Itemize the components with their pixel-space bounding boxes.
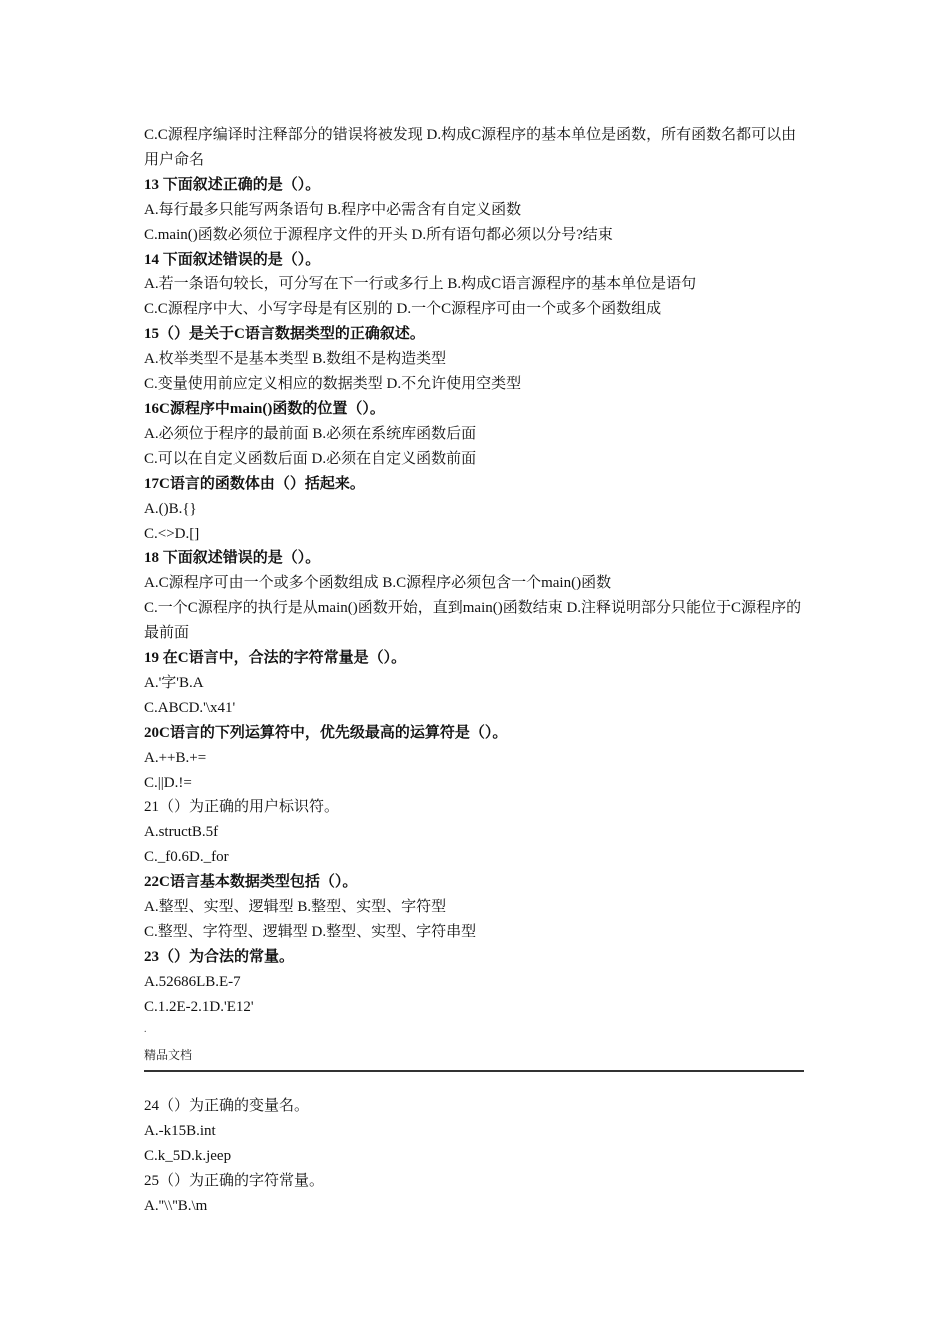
answer-options: C._f0.6D._for: [144, 849, 229, 866]
question-text: 19 在C语言中，合法的字符常量是（）。: [144, 650, 407, 667]
answer-options: A.整型、实型、逻辑型 B.整型、实型、字符型: [144, 899, 447, 916]
answer-options: A.C源程序可由一个或多个函数组成 B.C源程序必须包含一个main()函数: [144, 575, 612, 592]
answer-options: A.()B.{}: [144, 500, 197, 517]
answer-options: A.++B.+=: [144, 749, 207, 766]
question-text: 20C语言的下列运算符中，优先级最高的运算符是（）。: [144, 724, 508, 741]
question-text: 17C语言的函数体由（）括起来。: [144, 475, 365, 492]
answer-options: A.每行最多只能写两条语句 B.程序中必需含有自定义函数: [144, 201, 522, 218]
question-text: 18 下面叙述错误的是（）。: [144, 550, 321, 567]
answer-options: C.ABCD.'\x41': [144, 699, 236, 716]
answer-options: A.52686LB.E-7: [144, 973, 241, 990]
answer-options: C.整型、字符型、逻辑型 D.整型、实型、字符串型: [144, 924, 477, 940]
question-list-top: [144, 123, 804, 1020]
answer-options: A.必须位于程序的最前面 B.必须在系统库函数后面: [144, 425, 477, 442]
answer-options: C.C源程序中大、小写字母是有区别的 D.一个C源程序可由一个或多个函数组成: [144, 301, 662, 318]
question-text: 22C语言基本数据类型包括（）。: [144, 874, 358, 891]
page-divider: [144, 1070, 804, 1072]
answer-options: C.变量使用前应定义相应的数据类型 D.不允许使用空类型: [144, 376, 522, 393]
question-text: 15（）是关于C语言数据类型的正确叙述。: [144, 326, 425, 343]
answer-options: C.可以在自定义函数后面 D.必须在自定义函数前面: [144, 450, 477, 467]
answer-options: C.k_5D.k.jeep: [144, 1147, 232, 1164]
answer-options: C.main()函数必须位于源程序文件的开头 D.所有语句都必须以分号?结束: [144, 226, 613, 243]
page-footer-label: 精品文档: [144, 1048, 193, 1062]
question-text: 14 下面叙述错误的是（）。: [144, 251, 321, 268]
answer-options: A.''\\''B.\m: [144, 1197, 208, 1214]
answer-options: C.<>D.[]: [144, 525, 200, 542]
answer-options: A.structB.5f: [144, 824, 219, 841]
page-dot: .: [144, 1024, 147, 1035]
answer-options: C.C源程序编译时注释部分的错误将被发现 D.构成C源程序的基本单位是函数，所有函数名都可以由用户命名: [144, 127, 797, 168]
answer-options: A.枚举类型不是基本类型 B.数组不是构造类型: [144, 351, 447, 368]
question-text: 13 下面叙述正确的是（）。: [144, 176, 321, 193]
answer-options: C.一个C源程序的执行是从main()函数开始，直到main()函数结束 D.注释说明部分只能位于C源程序的最前面: [144, 600, 802, 642]
question-list-bottom: [144, 1094, 804, 1219]
question-text: 23（）为合法的常量。: [144, 948, 295, 965]
answer-options: A.若一条语句较长，可分写在下一行或多行上 B.构成C语言源程序的基本单位是语句: [144, 276, 697, 293]
answer-options: A.'字'B.A: [144, 674, 204, 691]
question-text: 16C源程序中main()函数的位置（）。: [144, 400, 385, 417]
question-text: 21（）为正确的用户标识符。: [144, 799, 340, 816]
question-text: 25（）为正确的字符常量。: [144, 1172, 325, 1189]
answer-options: A.-k15B.int: [144, 1122, 216, 1139]
answer-options: C.1.2E-2.1D.'E12': [144, 998, 254, 1015]
answer-options: C.||D.!=: [144, 774, 192, 791]
question-text: 24（）为正确的变量名。: [144, 1098, 310, 1114]
